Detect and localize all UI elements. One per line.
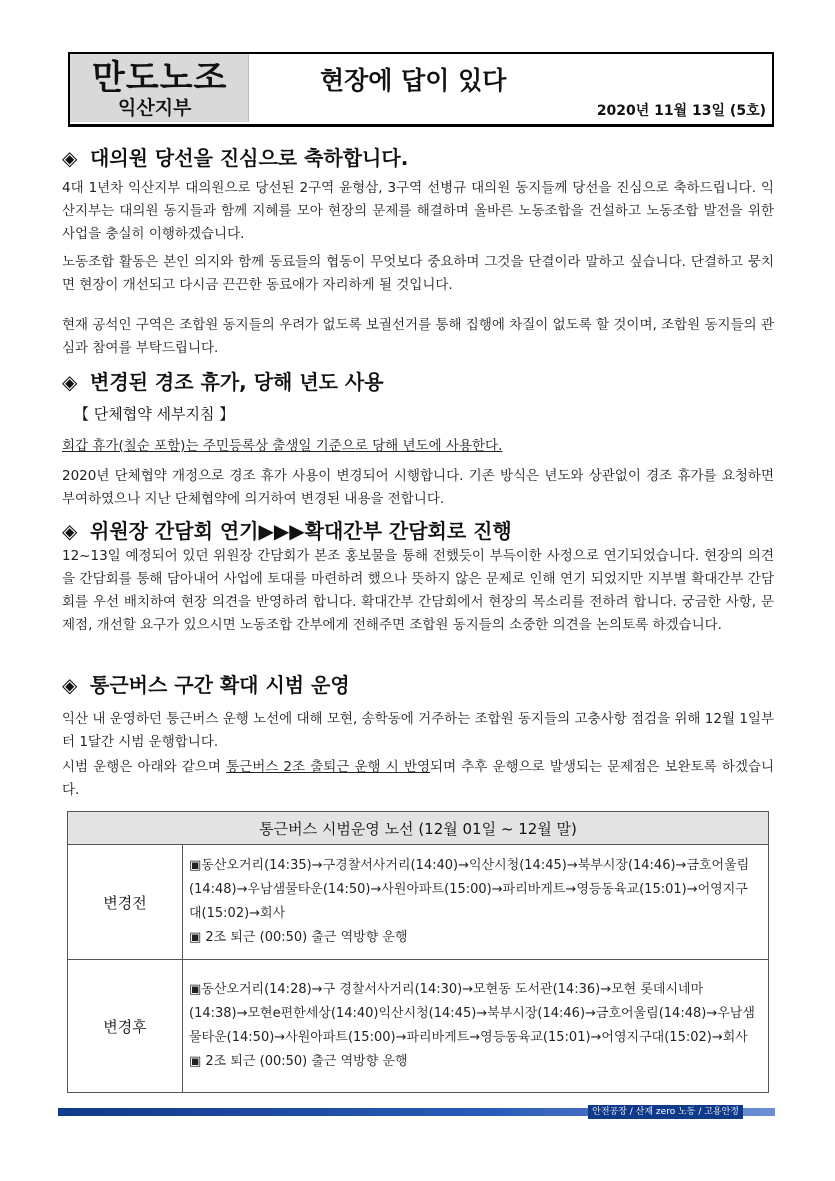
union-name: 만도노조 [92, 58, 228, 98]
underlined-phrase: 통근버스 2조 출퇴근 운행 시 반영 [226, 759, 431, 775]
route-after-stops: ▣동산오거리(14:28)→구 경찰서사거리(14:30)→모현동 도서관(14:36)→모현 롯데시네마(14:38)→모현e편한세상(14:40)익산시청(14:45)→북부시장(14:46)→금호어울림(14:48)→우남샘물타운(14:50)→사원아파트(15:00)→파리바게트→영등동육교(15:01)→어영지구대(15:02)→회사 [189, 982, 755, 1045]
newsletter-header [68, 52, 774, 127]
diamond-bullet-icon: ◈ [62, 146, 78, 170]
branch-name: 익산지부 [118, 97, 192, 119]
section-title-2 [62, 369, 384, 395]
section-title-4 [62, 672, 350, 698]
masthead-box [70, 54, 249, 122]
section-title-text: 변경된 경조 휴가, 당해 년도 사용 [90, 370, 384, 394]
route-after-detail [183, 960, 769, 1093]
section-1-paragraph-3: 현재 공석인 구역은 조합원 동지들의 우려가 없도록 보궐선거를 통해 집행에 차질이 없도록 할 것이며, 조합원 동지들의 관심과 참여를 부탁드립니다. [62, 317, 774, 356]
section-2-paragraph-1: 2020년 단체협약 개정으로 경조 휴가 사용이 변경되어 시행합니다. 기존 방식은 년도와 상관없이 경조 휴가를 요청하면 부여하였으나 지난 단체협약에 의거하여 변경된 내용을 전합니다. [62, 468, 774, 507]
route-before-detail [183, 845, 769, 960]
section-3-paragraph-1: 12~13일 예정되어 있던 위원장 간담회가 본조 홍보물을 통해 전했듯이 부득이한 사정으로 연기되었습니다. 현장의 의견을 간담회를 통해 담아내어 사업에 토대를 마련하려 했으나 뜻하지 않은 문제로 인해 연기 되었지만 지부별 확대간부 간담회를 우선 배치하여 현장 의견을 반영하려 합니다. 확대간부 간담회에서 현장의 목소리를 전하려 합니다. 궁금한 사항, 문제점, 개선할 요구가 있으시면 노동조합 간부에게 전해주면 조합원 동지들의 소중한 의견을 논의토록 하겠습니다. [62, 548, 774, 633]
diamond-bullet-icon: ◈ [62, 370, 78, 394]
footer-slogan: 안전공장 / 산재 zero 노동 / 고용안정 [588, 1105, 743, 1119]
table-header-row [68, 812, 769, 845]
route-after-label: 변경후 [68, 960, 183, 1093]
section-title-3 [62, 518, 512, 544]
section-4-paragraph-2: 시범 운행은 아래와 같으며 통근버스 2조 출퇴근 운행 시 반영되며 추후 운행으로 발생되는 문제점은 보완토록 하겠습니다. [62, 759, 775, 798]
diamond-bullet-icon: ◈ [62, 519, 78, 543]
table-row [68, 960, 769, 1093]
section-title-text: 통근버스 구간 확대 시범 운영 [90, 673, 350, 697]
route-before-note: ▣ 2조 퇴근 (00:50) 출근 역방향 운행 [189, 930, 408, 945]
section-2-underlined-rule: 회갑 휴가(칠순 포함)는 주민등록상 출생일 기준으로 당해 년도에 사용한다. [62, 438, 503, 454]
section-title-text: 대의원 당선을 진심으로 축하합니다. [90, 146, 409, 170]
agreement-guideline-label: 【 단체협약 세부지침 】 [74, 405, 235, 423]
table-caption: 통근버스 시범운영 노선 (12월 01일 ~ 12월 말) [68, 812, 769, 845]
section-1-paragraph-2: 노동조합 활동은 본인 의지와 함께 동료들의 협동이 무엇보다 중요하며 그것을 단결이라 말하고 싶습니다. 단결하고 뭉치면 현장이 개선되고 다시금 끈끈한 동료애가 자리하게 될 것입니다. [62, 254, 774, 293]
section-title-1 [62, 145, 408, 171]
table-row [68, 845, 769, 960]
diamond-bullet-icon: ◈ [62, 673, 78, 697]
issue-date: 2020년 11월 13일 (5호) [596, 103, 766, 119]
section-1-paragraph-1: 4대 1년차 익산지부 대의원으로 당선된 2구역 윤형삼, 3구역 선병규 대의원 동지들께 당선을 진심으로 축하드립니다. 익산지부는 대의원 동지들과 함께 지혜를 모아 현장의 문제를 해결하며 올바른 노동조합을 건설하고 노동조합 발전을 위한 사업을 충실히 이행하겠습니다. [62, 180, 774, 242]
route-after-note: ▣ 2조 퇴근 (00:50) 출근 역방향 운행 [189, 1054, 408, 1069]
section-title-text: 위원장 간담회 연기▶▶▶확대간부 간담회로 진행 [90, 519, 512, 543]
bus-route-table [67, 811, 769, 1093]
section-4-paragraph-1: 익산 내 운영하던 통근버스 운행 노선에 대해 모현, 송학동에 거주하는 조합원 동지들의 고충사항 점검을 위해 12월 1일부터 1달간 시범 운행합니다. [62, 711, 774, 750]
route-before-label: 변경전 [68, 845, 183, 960]
route-before-stops: ▣동산오거리(14:35)→구경찰서사거리(14:40)→익산시청(14:45)→북부시장(14:46)→금호어울림(14:48)→우남샘물타운(14:50)→사원아파트(15:00)→파리바게트→영등동육교(15:01)→어영지구대(15:02)→회사 [189, 858, 750, 921]
slogan: 현장에 답이 있다 [320, 66, 507, 95]
